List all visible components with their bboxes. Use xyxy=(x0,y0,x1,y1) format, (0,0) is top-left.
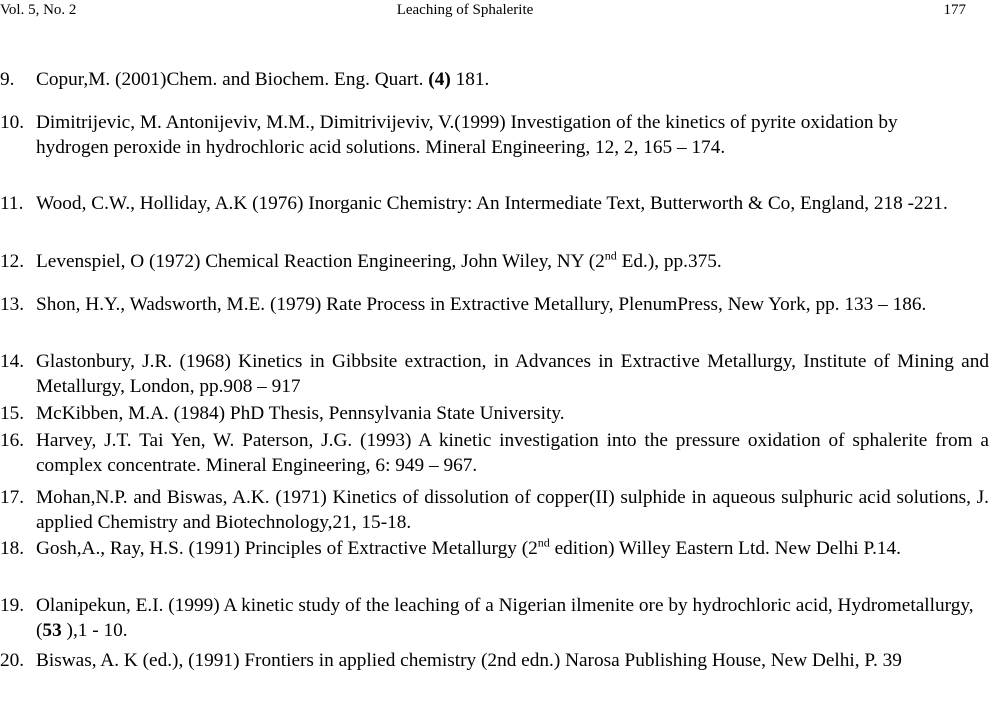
running-header xyxy=(0,0,989,22)
reference-number: 16. xyxy=(0,430,25,451)
reference-item xyxy=(0,110,989,160)
reference-number: 10. xyxy=(0,112,25,133)
issue-number: (4) xyxy=(428,69,451,90)
reference-text: Harvey, J.T. Tai Yen, W. Paterson, J.G. (1993) A kinetic investigation into the pressure oxidation of sphalerite from a complex concentrate. Mineral Engineering, 6: 949 – 967. xyxy=(36,430,989,476)
reference-text: Gosh,A., Ray, H.S. (1991) Principles of Extractive Metallurgy (2nd edition) Willey Eastern Ltd. New Delhi P.14. xyxy=(36,535,901,559)
reference-text: Levenspiel, O (1972) Chemical Reaction Engineering, John Wiley, NY (2nd Ed.), pp.375. xyxy=(36,248,722,272)
reference-text: Dimitrijevic, M. Antonijeviv, M.M., Dimitrivijeviv, V.(1999) Investigation of the kinetics of pyrite oxidation by hydrogen peroxide in hydrochloric acid solutions. Mineral Engineering, 12, 2, 165 – 174. xyxy=(36,112,898,158)
reference-item xyxy=(0,648,989,673)
superscript: nd xyxy=(604,248,617,263)
reference-number: 20. xyxy=(0,650,25,671)
reference-item xyxy=(0,485,989,535)
reference-text: Mohan,N.P. and Biswas, A.K. (1971) Kinetics of dissolution of copper(II) sulphide in aqueous sulphuric acid solutions, J. applied Chemistry and Biotechnology,21, 15-18. xyxy=(36,487,989,533)
reference-number: 18. xyxy=(0,538,25,559)
reference-item xyxy=(0,401,989,426)
reference-item xyxy=(0,191,989,216)
reference-item xyxy=(0,536,989,561)
reference-item xyxy=(0,67,989,92)
reference-number: 11. xyxy=(0,193,24,214)
reference-text: Copur,M. (2001)Chem. and Biochem. Eng. Quart. (4) 181. xyxy=(36,69,490,90)
reference-item xyxy=(0,428,989,478)
reference-text: Glastonbury, J.R. (1968) Kinetics in Gibbsite extraction, in Advances in Extractive Metallurgy, Institute of Mining and Metallurgy, London, pp.908 – 917 xyxy=(36,351,989,397)
volume-number: 53 xyxy=(42,620,62,641)
reference-item xyxy=(0,249,989,274)
page-number: 177 xyxy=(943,2,966,18)
reference-number: 14. xyxy=(0,351,25,372)
reference-number: 12. xyxy=(0,251,25,272)
reference-text: McKibben, M.A. (1984) PhD Thesis, Pennsylvania State University. xyxy=(36,403,565,424)
reference-text: Wood, C.W., Holliday, A.K (1976) Inorganic Chemistry: An Intermediate Text, Butterworth & Co, England, 218 -221. xyxy=(36,193,948,214)
running-title: Leaching of Sphalerite xyxy=(396,2,534,18)
reference-text: Shon, H.Y., Wadsworth, M.E. (1979) Rate Process in Extractive Metallury, PlenumPress, New York, pp. 133 – 186. xyxy=(36,294,927,315)
reference-number: 19. xyxy=(0,595,25,616)
reference-number: 13. xyxy=(0,294,25,315)
reference-item xyxy=(0,292,989,317)
reference-item xyxy=(0,349,989,399)
reference-item xyxy=(0,593,989,643)
reference-number: 9. xyxy=(0,69,15,90)
reference-number: 15. xyxy=(0,403,25,424)
reference-text: Olanipekun, E.I. (1999) A kinetic study of the leaching of a Nigerian ilmenite ore by hydrochloric acid, Hydrometallurgy, (53 ),1 - 10. xyxy=(36,595,974,641)
reference-text: Biswas, A. K (ed.), (1991) Frontiers in applied chemistry (2nd edn.) Narosa Publishing House, New Delhi, P. 39 xyxy=(36,650,902,671)
reference-number: 17. xyxy=(0,487,25,508)
journal-volume: Vol. 5, No. 2 xyxy=(0,2,77,18)
superscript: nd xyxy=(537,535,550,550)
